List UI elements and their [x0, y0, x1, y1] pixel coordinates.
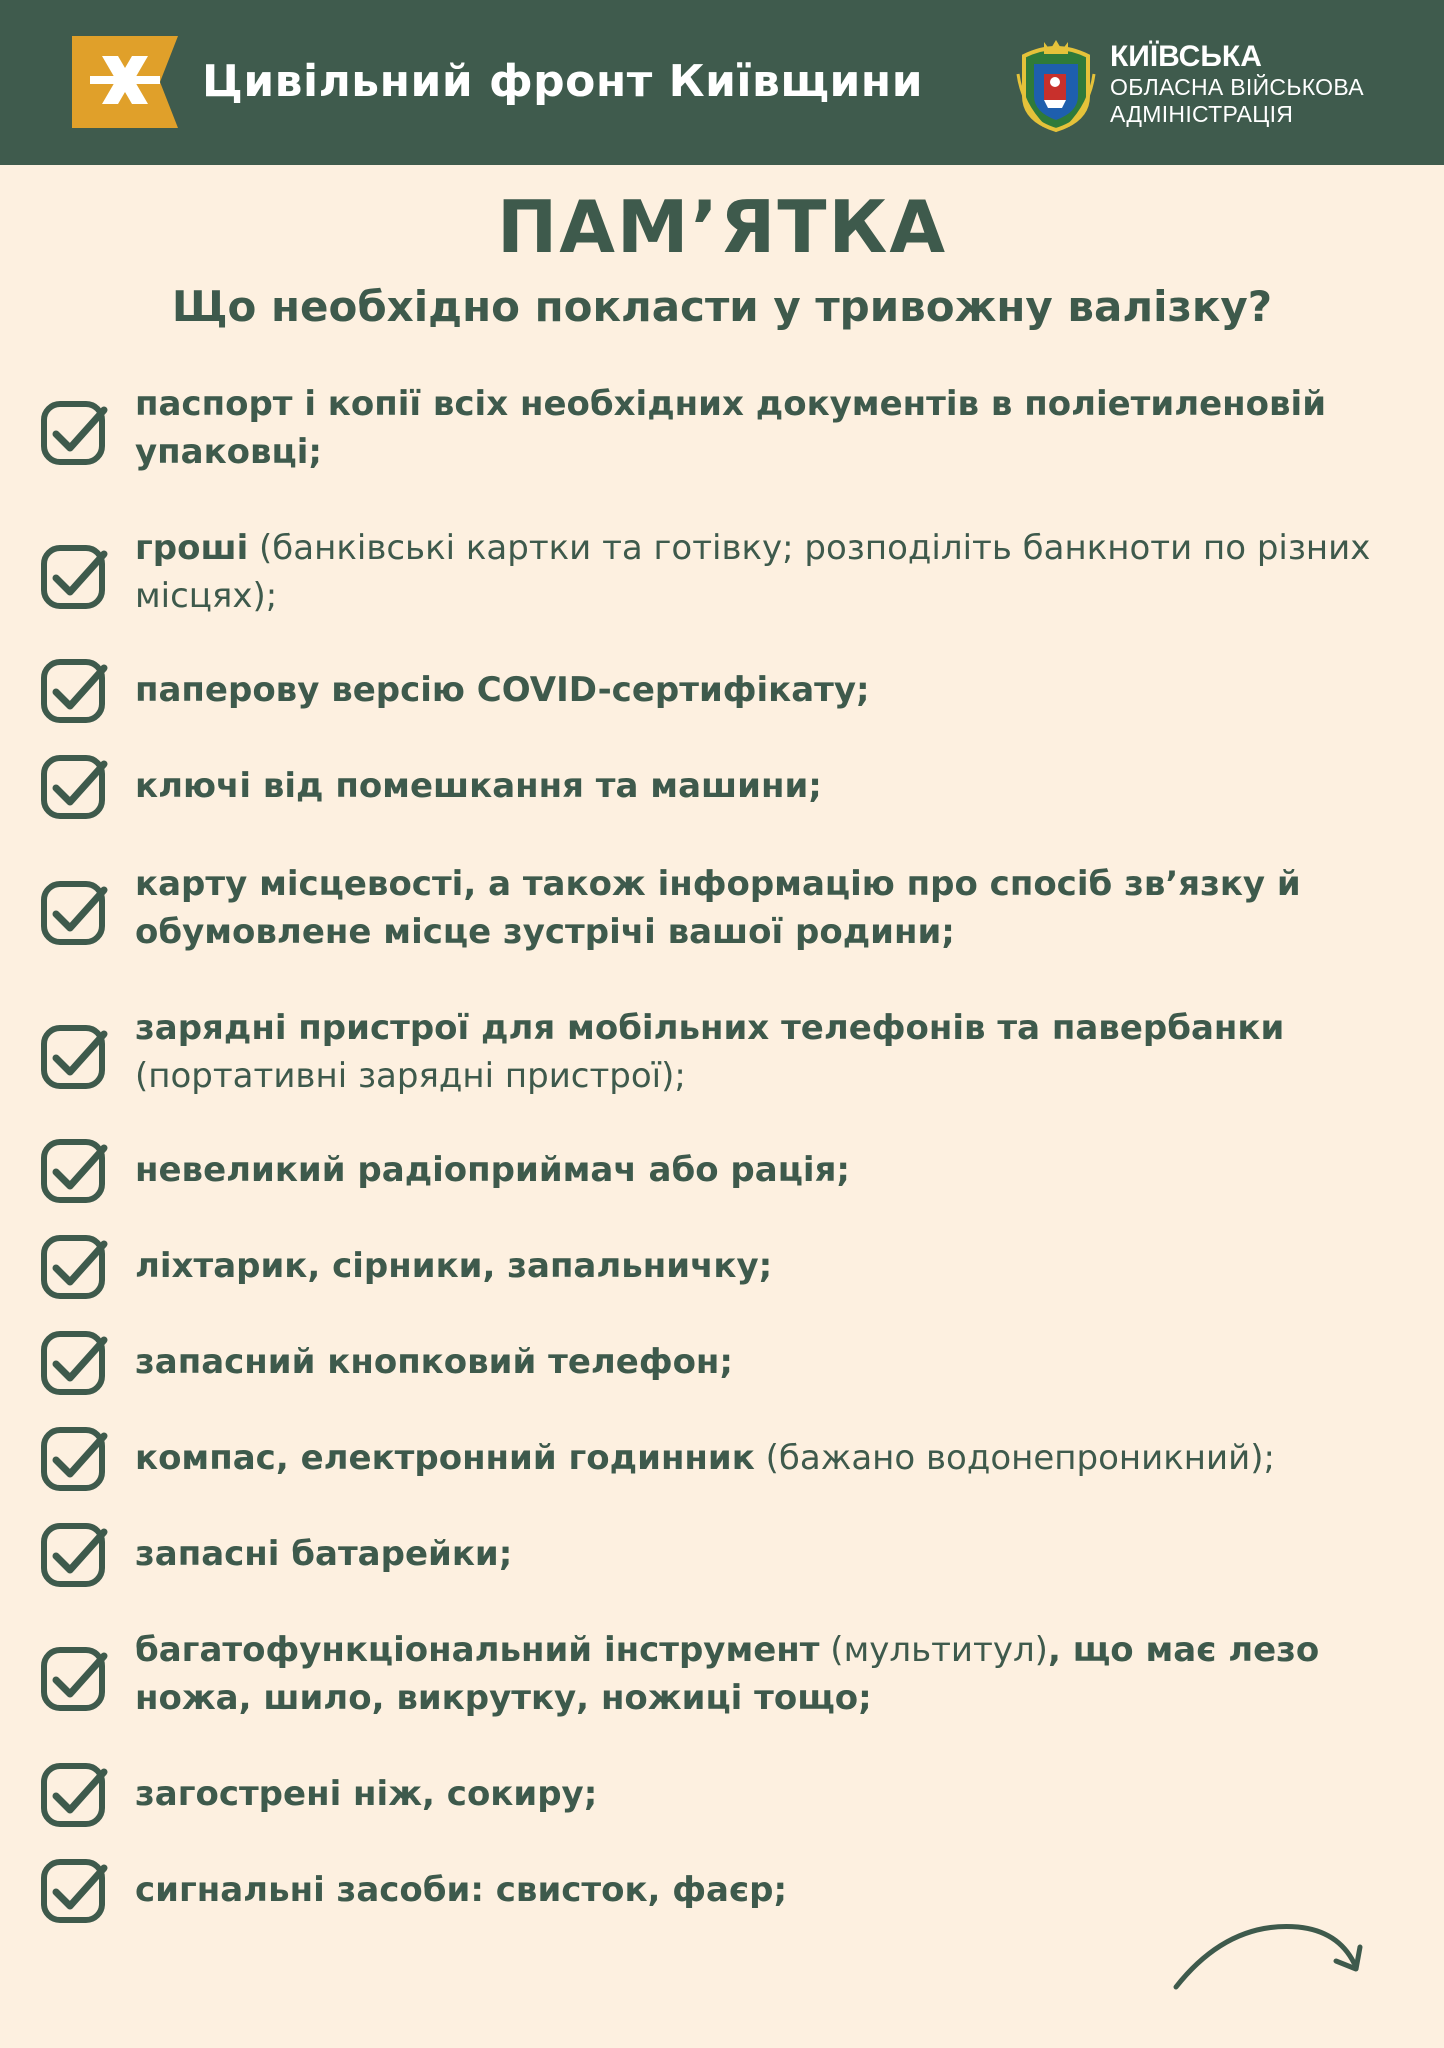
item-bold-text: невеликий радіоприймач або рація;: [135, 1150, 850, 1190]
checkbox-icon: [40, 1330, 110, 1396]
checkbox-icon: [40, 658, 110, 724]
item-bold-text: ключі від помешкання та машини;: [135, 766, 822, 806]
checkbox-icon: [40, 1762, 110, 1828]
checkbox-icon: [40, 1138, 110, 1204]
checkbox-icon: [40, 880, 110, 946]
checklist-item-text: [135, 1146, 1395, 1194]
item-bold-text: компас, електронний годинник: [135, 1438, 755, 1478]
checklist-item-text: [135, 1626, 1395, 1722]
checklist-item-text: [135, 1530, 1395, 1578]
checklist-item-text: [135, 1242, 1395, 1290]
admin-line-3: АДМІНІСТРАЦІЯ: [1110, 101, 1294, 127]
item-regular-text: (мультитул): [819, 1630, 1048, 1670]
checklist-item-text: [135, 380, 1395, 476]
coat-of-arms-icon: [1014, 34, 1098, 134]
checklist-item-text: [135, 762, 1395, 810]
page-subtitle: Що необхідно покласти у тривожну валізку?: [171, 282, 1273, 331]
item-bold-text: ліхтарик, сірники, запальничку;: [135, 1246, 773, 1286]
curved-arrow-right-icon[interactable]: [1168, 1915, 1368, 1995]
admin-line-2: ОБЛАСНА ВІЙСЬКОВА: [1110, 74, 1364, 100]
checkbox-icon: [40, 544, 110, 610]
item-regular-text: (бажано водонепроникний);: [754, 1438, 1275, 1478]
checkbox-icon: [40, 1646, 110, 1712]
item-bold-text: карту місцевості, а також інформацію про спосіб зв’язку й обумовлене місце зустрічі вашої родини;: [135, 864, 1301, 952]
item-bold-text: зарядні пристрої для мобільних телефонів та павербанки: [135, 1008, 1285, 1048]
checklist-item-text: [135, 666, 1395, 714]
checkbox-icon: [40, 1234, 110, 1300]
checkbox-icon: [40, 1024, 110, 1090]
checkbox-icon: [40, 400, 110, 466]
checkbox-icon: [40, 1426, 110, 1492]
checkbox-icon: [40, 754, 110, 820]
civil-front-logo-icon: [72, 36, 178, 128]
checklist-item-text: [135, 1004, 1395, 1100]
checklist-item-text: [135, 1866, 1395, 1914]
checkbox-icon: [40, 1858, 110, 1924]
brand-name: Цивільний фронт Київщини: [202, 56, 924, 107]
checklist-item-text: [135, 1434, 1395, 1482]
item-bold-text: сигнальні засоби: свисток, фаєр;: [135, 1870, 788, 1910]
item-bold-text: , що має лезо ножа, шило, викрутку, ножиці тощо;: [135, 1630, 1320, 1718]
item-bold-text: загострені ніж, сокиру;: [135, 1774, 598, 1814]
admin-name: [1110, 40, 1364, 128]
admin-line-1: КИЇВСЬКА: [1110, 40, 1262, 73]
checkbox-icon: [40, 1522, 110, 1588]
page-title: ПАМ’ЯТКА: [496, 185, 948, 269]
item-bold-text: багатофункціональний інструмент: [135, 1630, 820, 1670]
item-bold-text: гроші: [135, 528, 249, 568]
item-bold-text: запасний кнопковий телефон;: [135, 1342, 734, 1382]
checklist-item-text: [135, 524, 1395, 620]
checklist-item-text: [135, 860, 1395, 956]
item-bold-text: паперову версію COVID-сертифікату;: [135, 670, 870, 710]
item-bold-text: запасні батарейки;: [135, 1534, 513, 1574]
item-regular-text: (портативні зарядні пристрої);: [135, 1056, 686, 1096]
checklist-item-text: [135, 1338, 1395, 1386]
item-regular-text: (банківські картки та готівку; розподіліть банкноти по різних місцях);: [135, 528, 1371, 616]
checklist-item-text: [135, 1770, 1395, 1818]
header-bar: [0, 0, 1444, 165]
item-bold-text: паспорт і копії всіх необхідних документів в поліетиленовій упаковці;: [135, 384, 1327, 472]
